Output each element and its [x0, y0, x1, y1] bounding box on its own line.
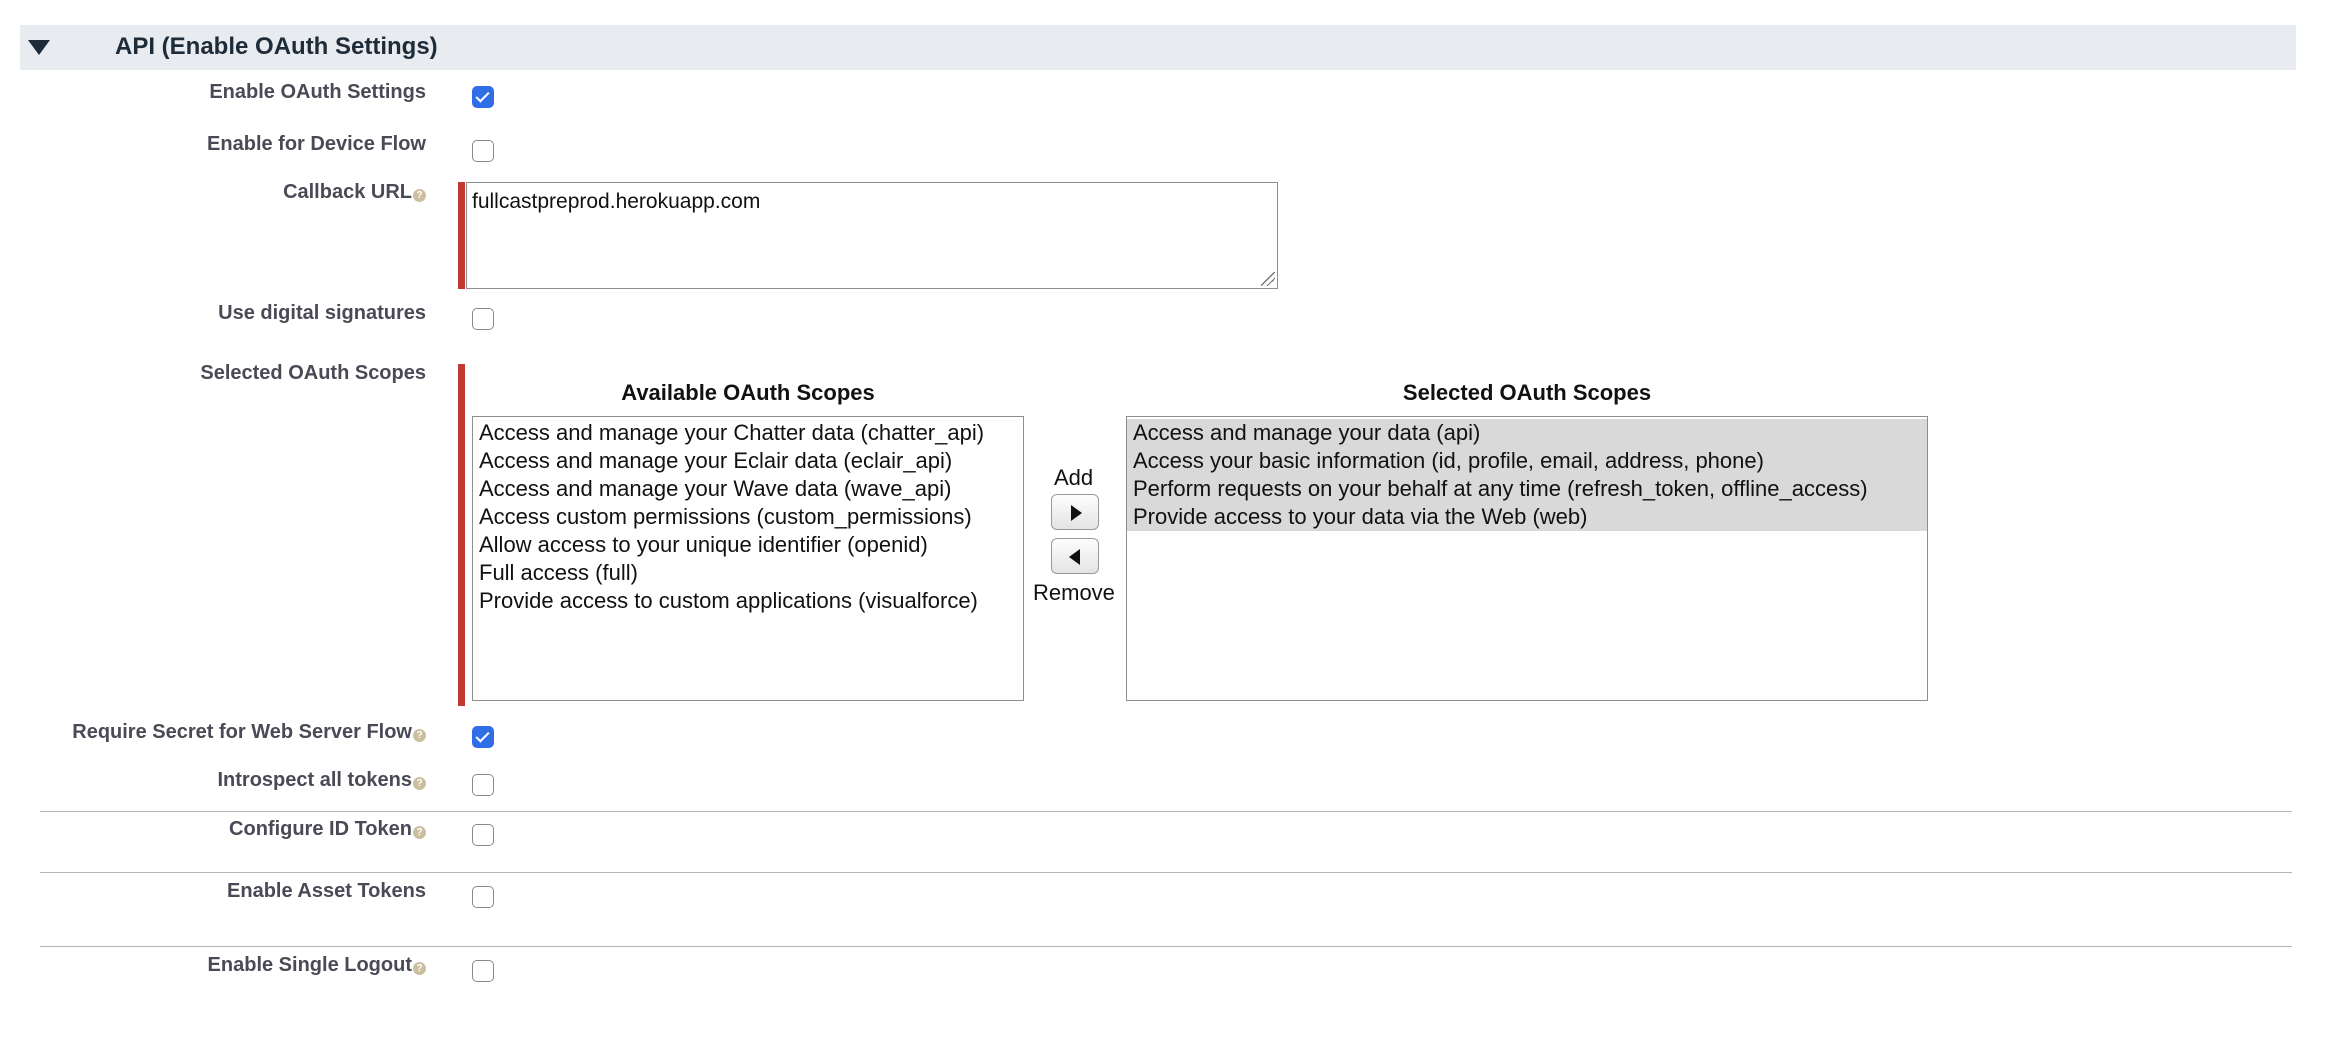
section-header[interactable] [20, 25, 2296, 70]
help-icon[interactable]: ? [413, 962, 426, 975]
arrow-right-icon [1071, 505, 1082, 521]
list-item[interactable]: Provide access to custom applications (visualforce) [479, 588, 978, 613]
require-secret-label-text: Require Secret for Web Server Flow [72, 721, 412, 743]
callback-url-value: fullcastpreprod.herokuapp.com [472, 190, 761, 213]
add-button[interactable] [1051, 494, 1099, 530]
list-item[interactable]: Allow access to your unique identifier (openid) [479, 532, 928, 557]
selected-scopes-title: Selected OAuth Scopes [1402, 380, 1652, 405]
list-item[interactable]: Provide access to your data via the Web (web) [1127, 503, 1927, 531]
divider [40, 872, 2292, 873]
single-logout-label-text: Enable Single Logout [207, 954, 412, 976]
section-title: API (Enable OAuth Settings) [115, 33, 438, 60]
digital-signatures-checkbox[interactable] [472, 308, 494, 330]
available-scopes-title: Available OAuth Scopes [621, 380, 875, 405]
help-icon[interactable]: ? [413, 729, 426, 742]
remove-label: Remove [1033, 580, 1115, 605]
help-icon[interactable]: ? [413, 777, 426, 790]
configure-id-token-checkbox[interactable] [472, 824, 494, 846]
help-icon[interactable]: ? [413, 189, 426, 202]
list-item[interactable]: Access and manage your Chatter data (chatter_api) [479, 420, 985, 445]
require-secret-label [72, 721, 426, 744]
callback-url-label-text: Callback URL [283, 181, 412, 203]
configure-id-token-label [229, 818, 426, 841]
required-indicator [458, 182, 465, 289]
single-logout-label [208, 954, 426, 977]
list-item[interactable]: Access and manage your data (api) [1127, 419, 1927, 447]
help-icon[interactable]: ? [413, 826, 426, 839]
single-logout-checkbox[interactable] [472, 960, 494, 982]
device-flow-checkbox[interactable] [472, 140, 494, 162]
digital-signatures-label: Use digital signatures [218, 302, 426, 324]
configure-id-token-label-text: Configure ID Token [229, 818, 412, 840]
list-item[interactable]: Access and manage your Wave data (wave_api) [479, 476, 952, 501]
list-item[interactable]: Access custom permissions (custom_permissions) [479, 504, 972, 529]
list-item[interactable]: Perform requests on your behalf at any time (refresh_token, offline_access) [1127, 475, 1927, 503]
asset-tokens-checkbox[interactable] [472, 886, 494, 908]
divider [40, 946, 2292, 947]
resize-handle-icon[interactable] [1261, 272, 1275, 286]
available-scopes-list[interactable] [472, 416, 1024, 701]
callback-url-label [283, 181, 426, 204]
selected-scopes-list[interactable] [1126, 416, 1928, 701]
remove-button[interactable] [1051, 538, 1099, 574]
require-secret-checkbox[interactable] [472, 726, 494, 748]
callback-url-input[interactable] [466, 182, 1278, 289]
list-item[interactable]: Full access (full) [479, 560, 638, 585]
add-label: Add [1054, 465, 1094, 490]
collapse-triangle-icon[interactable] [28, 40, 50, 55]
asset-tokens-label: Enable Asset Tokens [227, 880, 426, 902]
arrow-left-icon [1069, 549, 1080, 565]
divider [40, 811, 2292, 812]
list-item[interactable]: Access your basic information (id, profile, email, address, phone) [1127, 447, 1927, 475]
enable-oauth-label: Enable OAuth Settings [209, 81, 426, 103]
required-indicator [458, 364, 465, 706]
device-flow-label: Enable for Device Flow [207, 133, 426, 155]
introspect-tokens-label-text: Introspect all tokens [217, 769, 412, 791]
list-item[interactable]: Access and manage your Eclair data (eclair_api) [479, 448, 953, 473]
introspect-tokens-label [218, 769, 427, 792]
selected-scopes-label: Selected OAuth Scopes [200, 362, 426, 384]
enable-oauth-checkbox[interactable] [472, 86, 494, 108]
introspect-tokens-checkbox[interactable] [472, 774, 494, 796]
